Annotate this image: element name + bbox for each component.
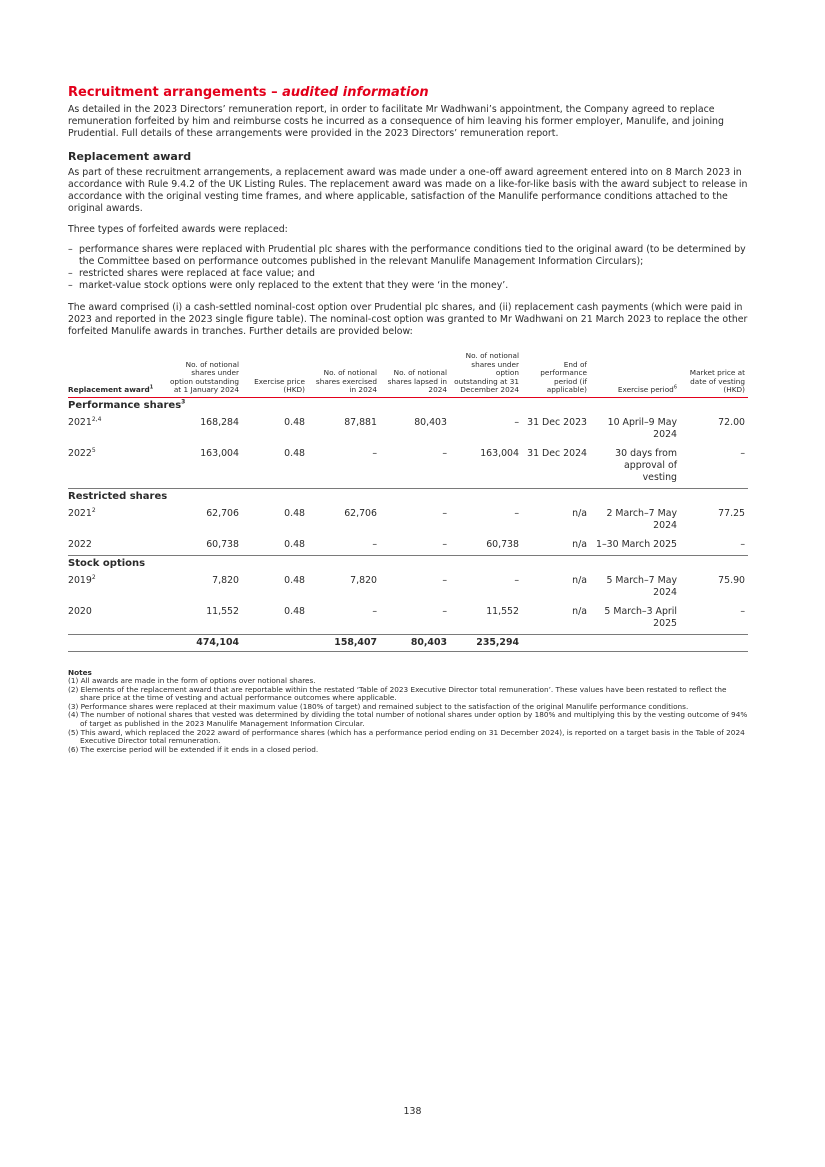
header-outstanding-start: No. of notional shares under option outstanding at 1 January 2024 (166, 352, 242, 397)
header-market-price: Market price at date of vesting (HKD) (680, 352, 748, 397)
list-item: – restricted shares were replaced at face value; and (68, 268, 315, 279)
header-outstanding-end: No. of notional shares under option outstanding at 31 December 2024 (450, 352, 522, 397)
header-replacement-award: Replacement award$^1$ (68, 352, 166, 397)
table-row: 2021$^{2,4}$ 168,284 0.48 87,881 80,403 – 31 Dec 2023 10 April–9 May 2024 72.00 (68, 415, 745, 440)
paragraph-recruitment-arrangements: As part of these recruitment arrangements, a replacement award was made under a one-off award agreement entered into on 8 March 2023 in accordance with Rule 9.4.2 of the UK Listing Rules. The replacement award was made on a like-for-like basis with the award subject to release in accordance with the original vesting time frames, and where applicable, satisfaction of the Manulife performance conditions attached to the original awards. (68, 167, 748, 214)
notes-section (68, 668, 748, 754)
table-row: 2022$^5$ 163,004 0.48 – – 163,004 31 Dec 2024 30 days from approval of vesting – (68, 446, 745, 483)
paragraph-forfeited-awards: Three types of forfeited awards were replaced: (68, 224, 288, 235)
note-item: (1) All awards are made in the form of options over notional shares. (68, 675, 316, 685)
table-header-row (68, 352, 748, 397)
section-row-restricted-shares: Restricted shares (68, 488, 748, 505)
table-row: 2020 11,552 0.48 – – 11,552 n/a 5 March–3 April 2025 – (68, 605, 745, 629)
header-exercised: No. of notional shares exercised in 2024 (308, 352, 380, 397)
replacement-award-table (68, 352, 748, 652)
header-performance-period: End of performance period (if applicable) (522, 352, 590, 397)
table-row: 2022 60,738 0.48 – – 60,738 n/a 1–30 March 2025 – (68, 538, 745, 550)
note-item: (4) The number of notional shares that vested was determined by dividing the total number of notional shares under option by 180% and multiplying this by the vesting outcome of 94% of target as published in the 2023 Manulife Management Information Circular. (68, 710, 748, 728)
note-item: (5) This award, which replaced the 2022 award of performance shares (which has a performance period ending on 31 December 2024), is reported on a target basis in the Table of 2024 Executive Director total remuneration. (68, 727, 745, 746)
page-number: 138 (403, 1106, 422, 1117)
note-item: (6) The exercise period will be extended if it ends in a closed period. (68, 744, 319, 754)
section-heading: Recruitment arrangements – audited information (68, 85, 429, 100)
header-exercise-period: Exercise period$^6$ (590, 352, 680, 397)
list-item: – performance shares were replaced with Prudential plc shares with the performance conditions tied to the original award (to be determined by the Committee based on performance outcomes published in the relevant Manulife Management Information Circulars); (68, 244, 746, 267)
notes-list (68, 677, 748, 754)
paragraph-award-comprised: The award comprised (i) a cash-settled nominal-cost option over Prudential plc shares, and (ii) replacement cash payments (which were paid in 2023 and reported in the 2023 single figure table). The nominal-cost option was granted to Mr Wadhwani on 21 March 2023 to replace the other forfeited Manulife awards in tranches. Further details are provided below: (68, 302, 748, 337)
report-page (68, 84, 748, 754)
section-row-performance-shares: Performance shares$^3$ (68, 398, 186, 411)
intro-paragraph: As detailed in the 2023 Directors’ remuneration report, in order to facilitate Mr Wadhwani’s appointment, the Company agreed to replace remuneration forfeited by him and reimburse costs he incurred as a consequence of him leaving his former employer, Manulife, and joining Prudential. Full details of these arrangements were provided in the 2023 Directors’ remuneration report. (68, 104, 724, 139)
header-lapsed: No. of notional shares lapsed in 2024 (380, 352, 450, 397)
table-row: 2021$^2$ 62,706 0.48 62,706 – – n/a 2 March–7 May 2024 77.25 (68, 506, 745, 531)
subheading-replacement-award: Replacement award (68, 150, 192, 163)
forfeited-awards-list (68, 244, 748, 292)
note-item: (3) Performance shares were replaced at their maximum value (180% of target) and remained subject to the satisfaction of the original Manulife performance conditions. (68, 701, 689, 711)
note-item: (2) Elements of the replacement award that are reportable within the restated ‘Table of 2023 Executive Director total remuneration’. These values have been restated to reflect the share price at the time of vesting and actual performance outcomes where applicable. (68, 684, 727, 703)
list-item: – market-value stock options were only replaced to the extent that they were ‘in the money’. (68, 280, 509, 291)
table-total-row: 474,104 158,407 80,403 235,294 (68, 634, 748, 651)
table-row: 2019$^2$ 7,820 0.48 7,820 – – n/a 5 March–7 May 2024 75.90 (68, 573, 745, 598)
header-exercise-price: Exercise price (HKD) (242, 352, 308, 397)
notes-title: Notes (68, 667, 92, 677)
section-row-stock-options: Stock options (68, 555, 748, 572)
